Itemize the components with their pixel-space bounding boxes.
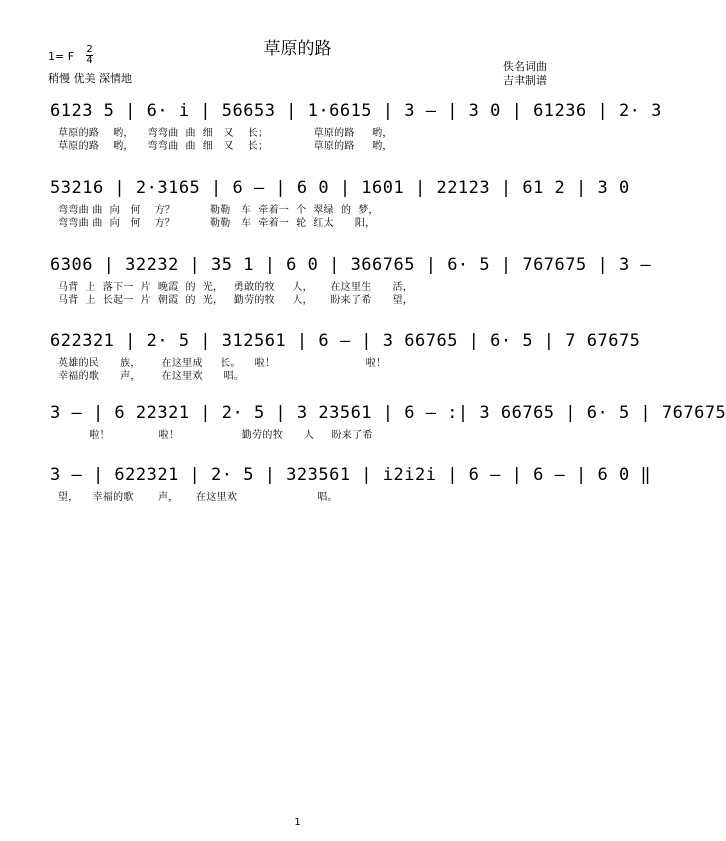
lyric-verse-1: 弯弯曲 曲 向 何 方？ 勒勒 车 牵着一 个 翠绿 的 梦， bbox=[58, 205, 379, 216]
notation-line: 622321 | 2· 5 | 312561 | 6 — | 3 66765 | 6· 5 | 7 67675 bbox=[50, 331, 641, 351]
song-title: 草原的路 bbox=[263, 39, 332, 59]
tempo-marking: 稍慢 优美 深情地 bbox=[48, 72, 132, 85]
lyric-verse-2: 弯弯曲 曲 向 何 方？ 勒勒 车 牵着一 轮 红太 阳， bbox=[58, 218, 376, 229]
notation-line: 6123 5 | 6· i | 56653 | 1·6615 | 3 — | 3 0 | 61236 | 2· 3 bbox=[50, 101, 662, 121]
score-row-1 bbox=[0, 98, 662, 158]
key-signature: 1= F bbox=[48, 50, 75, 63]
notation-line: 3 — | 622321 | 2· 5 | 323561 | i2i2i | 6 — | 6 — | 6 0 ‖ bbox=[50, 465, 652, 485]
lyric-verse-2: 幸福的歌 声， 在这里欢 唱。 bbox=[58, 371, 245, 382]
score-row-3 bbox=[0, 252, 652, 312]
lyric-verse-2: 草原的路 哟， 弯弯曲 曲 细 又 长； 草原的路 哟， bbox=[58, 141, 393, 152]
notation-line: 53216 | 2·3165 | 6 — | 6 0 | 1601 | 22123 | 61 2 | 3 0 bbox=[50, 178, 630, 198]
meter-top: 2 bbox=[86, 44, 93, 55]
lyric-verse-1: 马背 上 落下一 片 晚霞 的 光， 勇敢的牧 人， 在这里生 活， bbox=[58, 282, 414, 293]
notation-line: 6306 | 32232 | 35 1 | 6 0 | 366765 | 6· 5 | 767675 | 3 — bbox=[50, 255, 652, 275]
lyric-verse-1: 英雄的民 族， 在这里成 长。 啦！ 啦！ bbox=[58, 358, 387, 369]
lyrics-credit: 佚名词曲 bbox=[503, 60, 547, 73]
time-signature bbox=[86, 45, 93, 66]
lyric-verse-2: 马背 上 长起一 片 朝霞 的 光， 勤劳的牧 人， 盼来了希 望， bbox=[58, 295, 414, 306]
notation-line: 3 — | 6 22321 | 2· 5 | 3 23561 | 6 — :| 3 66765 | 6· 5 | 767675 bbox=[50, 403, 726, 423]
lyric-verse-1: 草原的路 哟， 弯弯曲 曲 细 又 长； 草原的路 哟， bbox=[58, 128, 393, 139]
lyric-verse-1: 啦！ 啦！ 勤劳的牧 人 盼来了希 bbox=[58, 430, 373, 441]
notation-credit: 吉聿制谱 bbox=[503, 74, 547, 87]
score-row-2 bbox=[0, 175, 630, 235]
page-number: 1 bbox=[294, 817, 301, 828]
score-row-4 bbox=[0, 328, 641, 388]
score-row-6 bbox=[0, 462, 652, 522]
lyric-verse-1: 望， 幸福的歌 声， 在这里欢 唱。 bbox=[58, 492, 338, 503]
score-row-5 bbox=[0, 400, 726, 460]
meter-bottom: 4 bbox=[86, 55, 93, 66]
